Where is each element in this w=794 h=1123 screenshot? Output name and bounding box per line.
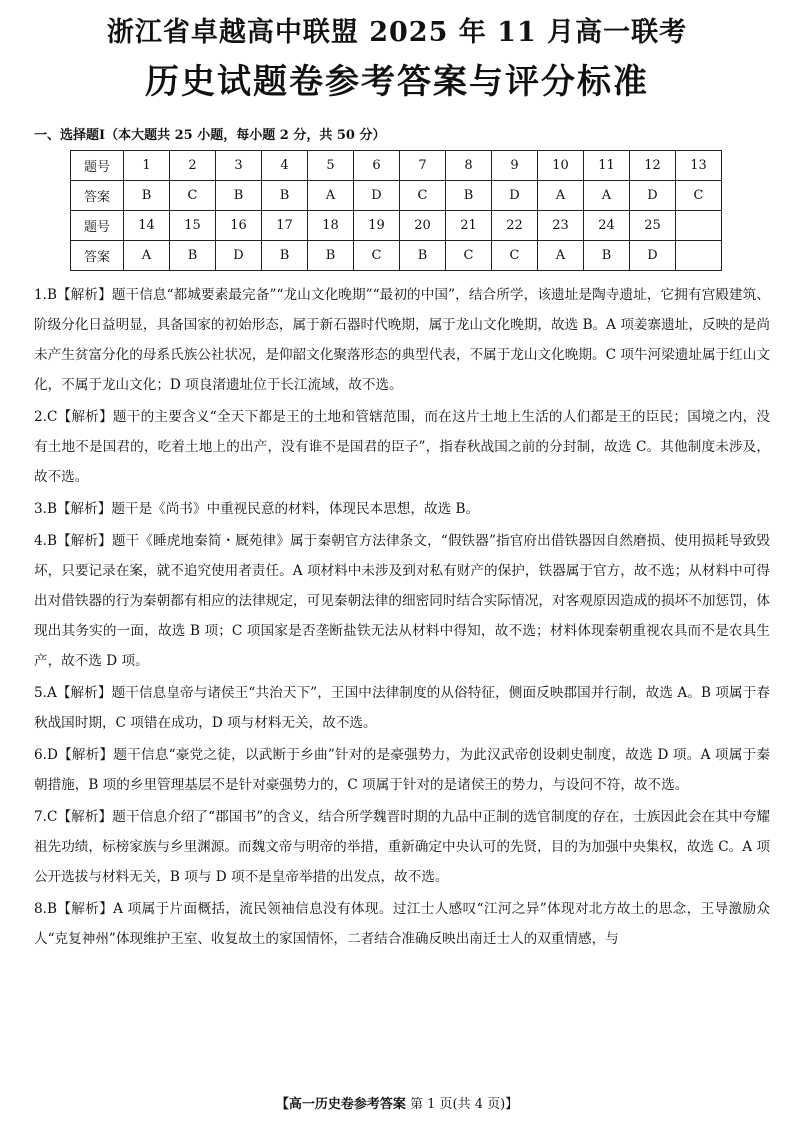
- answer-cell: D: [492, 181, 538, 211]
- page-footer: [0, 1093, 794, 1112]
- answer-row: [71, 181, 722, 211]
- answer-cell: A: [308, 181, 354, 211]
- question-cell: 7: [400, 151, 446, 181]
- answer-cell: C: [170, 181, 216, 211]
- answer-cell: C: [354, 241, 400, 271]
- answer-row-label: 答案: [71, 181, 124, 211]
- question-cell: 23: [538, 211, 584, 241]
- explanation-item: 2.C【解析】题干的主要含义“全天下都是王的土地和管辖范围，而在这片土地上生活的人们都是王的臣民；国境之内，没有土地不是国君的，吃着土地上的出产，没有谁不是国君的臣子”，指春秋战国之前的分封制，故选 C。其他制度未涉及，故不选。: [34, 409, 770, 485]
- question-cell: 4: [262, 151, 308, 181]
- answer-cell: A: [538, 181, 584, 211]
- answer-cell: D: [216, 241, 262, 271]
- question-row-label: 题号: [71, 151, 124, 181]
- answer-row-label: 答案: [71, 241, 124, 271]
- question-cell: 12: [630, 151, 676, 181]
- explanation-item: 7.C【解析】题干信息介绍了“郡国书”的含义，结合所学魏晋时期的九品中正制的选官制度的存在，士族因此会在其中夸耀祖先功绩，标榜家族与乡里渊源。而魏文帝与明帝的举措，重新确定中央认可的先贤，目的为加强中央集权，故选 C。A 项公开选拔与材料无关，B 项与 D 项不是皇帝举措的出发点，故不选。: [34, 809, 770, 885]
- answer-cell: B: [170, 241, 216, 271]
- answer-cell: B: [584, 241, 630, 271]
- question-row-label: 题号: [71, 211, 124, 241]
- explanation-item: 8.B【解析】A 项属于片面概括，流民领袖信息没有体现。过江士人感叹“江河之异”体现对北方故土的思念，王导激励众人“克复神州”体现维护王室、收复故土的家国情怀，二者结合准确反映出南迁士人的双重情感，与: [34, 901, 770, 947]
- answer-cell: C: [492, 241, 538, 271]
- explanation-item: 6.D【解析】题干信息“豪党之徒，以武断于乡曲”针对的是豪强势力，为此汉武帝创设刺史制度，故选 D 项。A 项属于秦朝措施，B 项的乡里管理基层不是针对豪强势力的，C 项属于针对的是诸侯王的势力，与设问不符，故不选。: [34, 747, 770, 793]
- answer-cell: B: [262, 241, 308, 271]
- footer-label: 【高一历史卷参考答案: [275, 1097, 406, 1112]
- exam-title: 浙江省卓越高中联盟 2025 年 11 月高一联考: [106, 17, 688, 48]
- answer-table: [70, 150, 722, 271]
- answer-cell: B: [216, 181, 262, 211]
- question-cell: 25: [630, 211, 676, 241]
- explanation-item: 4.B【解析】题干《睡虎地秦简・厩苑律》属于秦朝官方法律条文，“假铁器”指官府出借铁器因自然磨损、使用损耗导致毁坏，只要记录在案，就不追究使用者责任。A 项材料中未涉及到对私有财产的保护，铁器属于官方，故不选；从材料中可得出对借铁器的行为秦朝都有相应的法律规定，可见秦朝法律的细密同时结合实际情况，对客观原因造成的损坏不加惩罚，体现出其务实的一面，故选 B 项；C 项国家是否垄断盐铁无法从材料中得知，故不选；材料体现秦朝重视农具而不是农具生产，故不选 D 项。: [34, 533, 770, 669]
- question-cell: 20: [400, 211, 446, 241]
- answer-cell: B: [446, 181, 492, 211]
- question-cell: 8: [446, 151, 492, 181]
- answer-cell: D: [630, 241, 676, 271]
- answer-cell: B: [308, 241, 354, 271]
- answer-cell: A: [124, 241, 170, 271]
- answer-cell: B: [124, 181, 170, 211]
- question-cell: 11: [584, 151, 630, 181]
- explanation-item: 1.B【解析】题干信息“都城要素最完备”“龙山文化晚期”“最初的中国”，结合所学，该遗址是陶寺遗址，它拥有宫殿建筑、阶级分化日益明显，具备国家的初始形态，属于新石器时代晚期，属于龙山文化晚期，故选 B。A 项姜寨遗址，反映的是尚未产生贫富分化的母系氏族公社状况，是仰韶文化聚落形态的典型代表，不属于龙山文化晚期。C 项牛河梁遗址属于红山文化，不属于龙山文化；D 项良渚遗址位于长江流域，故不选。: [34, 287, 770, 393]
- question-cell: [676, 211, 722, 241]
- answer-cell: C: [400, 181, 446, 211]
- question-cell: 1: [124, 151, 170, 181]
- question-cell: 3: [216, 151, 262, 181]
- answer-cell: C: [446, 241, 492, 271]
- section-heading: 一、选择题Ⅰ（本大题共 25 小题，每小题 2 分，共 50 分）: [34, 128, 386, 143]
- question-cell: 14: [124, 211, 170, 241]
- question-cell: 10: [538, 151, 584, 181]
- question-cell: 24: [584, 211, 630, 241]
- answer-row: [71, 241, 722, 271]
- explanation-item: 3.B【解析】题干是《尚书》中重视民意的材料，体现民本思想，故选 B。: [34, 501, 480, 517]
- question-cell: 19: [354, 211, 400, 241]
- question-row: [71, 211, 722, 241]
- answer-cell: A: [584, 181, 630, 211]
- question-cell: 17: [262, 211, 308, 241]
- question-cell: 18: [308, 211, 354, 241]
- question-cell: 15: [170, 211, 216, 241]
- question-cell: 21: [446, 211, 492, 241]
- question-cell: 6: [354, 151, 400, 181]
- document-title: 历史试题卷参考答案与评分标准: [145, 62, 649, 102]
- answer-cell: C: [676, 181, 722, 211]
- question-row: [71, 151, 722, 181]
- answer-cell: D: [630, 181, 676, 211]
- question-cell: 16: [216, 211, 262, 241]
- page-number: 第 1 页(共 4 页)】: [409, 1097, 519, 1112]
- question-cell: 5: [308, 151, 354, 181]
- answer-cell: D: [354, 181, 400, 211]
- question-cell: 13: [676, 151, 722, 181]
- answer-cell: B: [400, 241, 446, 271]
- answer-cell: B: [262, 181, 308, 211]
- question-cell: 2: [170, 151, 216, 181]
- answer-cell: A: [538, 241, 584, 271]
- explanation-item: 5.A【解析】题干信息皇帝与诸侯王“共治天下”，王国中法律制度的从俗特征，侧面反映郡国并行制，故选 A。B 项属于春秋战国时期，C 项错在成功，D 项与材料无关，故不选。: [34, 685, 770, 731]
- answer-cell: [676, 241, 722, 271]
- explanations: [34, 280, 770, 956]
- question-cell: 22: [492, 211, 538, 241]
- question-cell: 9: [492, 151, 538, 181]
